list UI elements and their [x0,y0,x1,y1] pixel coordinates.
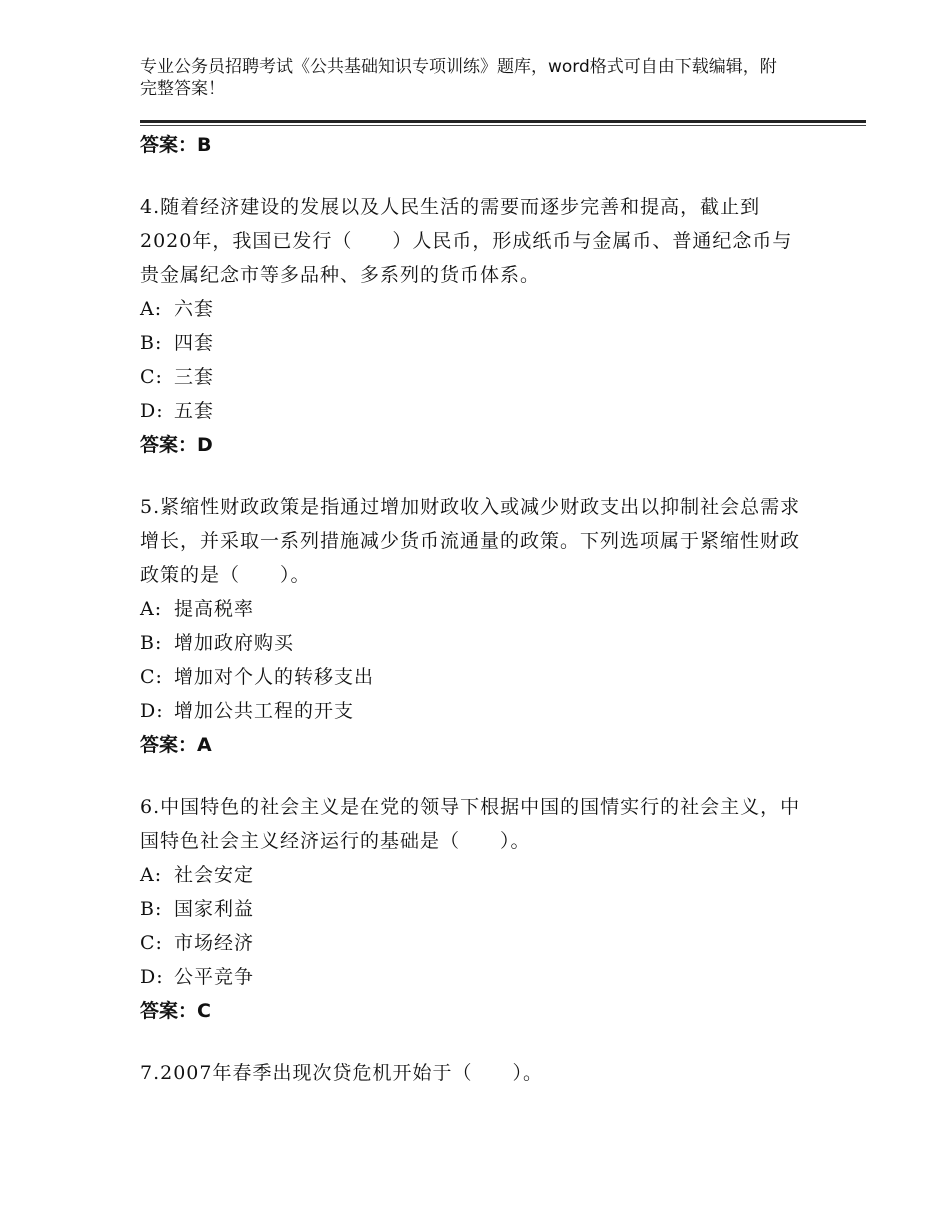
option-c [140,926,810,960]
option-letter: B: [140,632,163,654]
option-a [140,858,810,892]
option-text: 三套 [174,366,215,388]
option-letter: A: [140,864,163,886]
option-text: 社会安定 [174,864,255,886]
option-text: 增加对个人的转移支出 [174,666,375,688]
option-text: 国家利益 [174,898,255,920]
question-stem: 7.2007年春季出现次贷危机开始于（ ）。 [140,1062,543,1084]
question-stem: 4.随着经济建设的发展以及人民生活的需要而逐步完善和提高，截止到2020年，我国已发行（ ）人民币，形成纸币与金属币、普通纪念币与贵金属纪念市等多品种、多系列的货币体系。 [140,196,793,286]
option-text: 提高税率 [174,598,255,620]
option-text: 四套 [174,332,215,354]
option-b [140,892,810,926]
option-d [140,694,810,728]
option-letter: A: [140,598,163,620]
question-6 [140,790,810,1028]
option-b [140,626,810,660]
question-stem: 6.中国特色的社会主义是在党的领导下根据中国的国情实行的社会主义，中国特色社会主义经济运行的基础是（ ）。 [140,796,801,852]
option-letter: D: [140,966,164,988]
option-letter: C: [140,366,163,388]
option-d [140,960,810,994]
option-letter: D: [140,700,164,722]
option-a [140,592,810,626]
option-text: 市场经济 [174,932,255,954]
option-a [140,292,810,326]
option-letter: B: [140,332,163,354]
option-c [140,660,810,694]
page-header: 专业公务员招聘考试《公共基础知识专项训练》题库，word格式可自由下载编辑，附完整答案！ [140,57,777,99]
question-7 [140,1056,810,1090]
answer-line: 答案：A [140,734,212,756]
option-letter: C: [140,666,163,688]
option-letter: C: [140,932,163,954]
header-rule-thin [140,125,866,126]
header-rule [140,120,866,123]
option-letter: B: [140,898,163,920]
option-text: 增加公共工程的开支 [174,700,355,722]
option-letter: A: [140,298,163,320]
option-text: 公平竞争 [174,966,255,988]
question-4 [140,190,810,462]
question-stem: 5.紧缩性财政政策是指通过增加财政收入或减少财政支出以抑制社会总需求增长，并采取一系列措施减少货币流通量的政策。下列选项属于紧缩性财政政策的是（ ）。 [140,496,801,586]
answer-line: 答案：C [140,1000,211,1022]
question-list [140,128,810,1090]
option-c [140,360,810,394]
option-text: 增加政府购买 [174,632,295,654]
option-letter: D: [140,400,164,422]
option-d [140,394,810,428]
option-text: 五套 [174,400,215,422]
question-5 [140,490,810,762]
answer-line: 答案：B [140,134,212,156]
answer-line: 答案：D [140,434,213,456]
option-b [140,326,810,360]
option-text: 六套 [174,298,215,320]
